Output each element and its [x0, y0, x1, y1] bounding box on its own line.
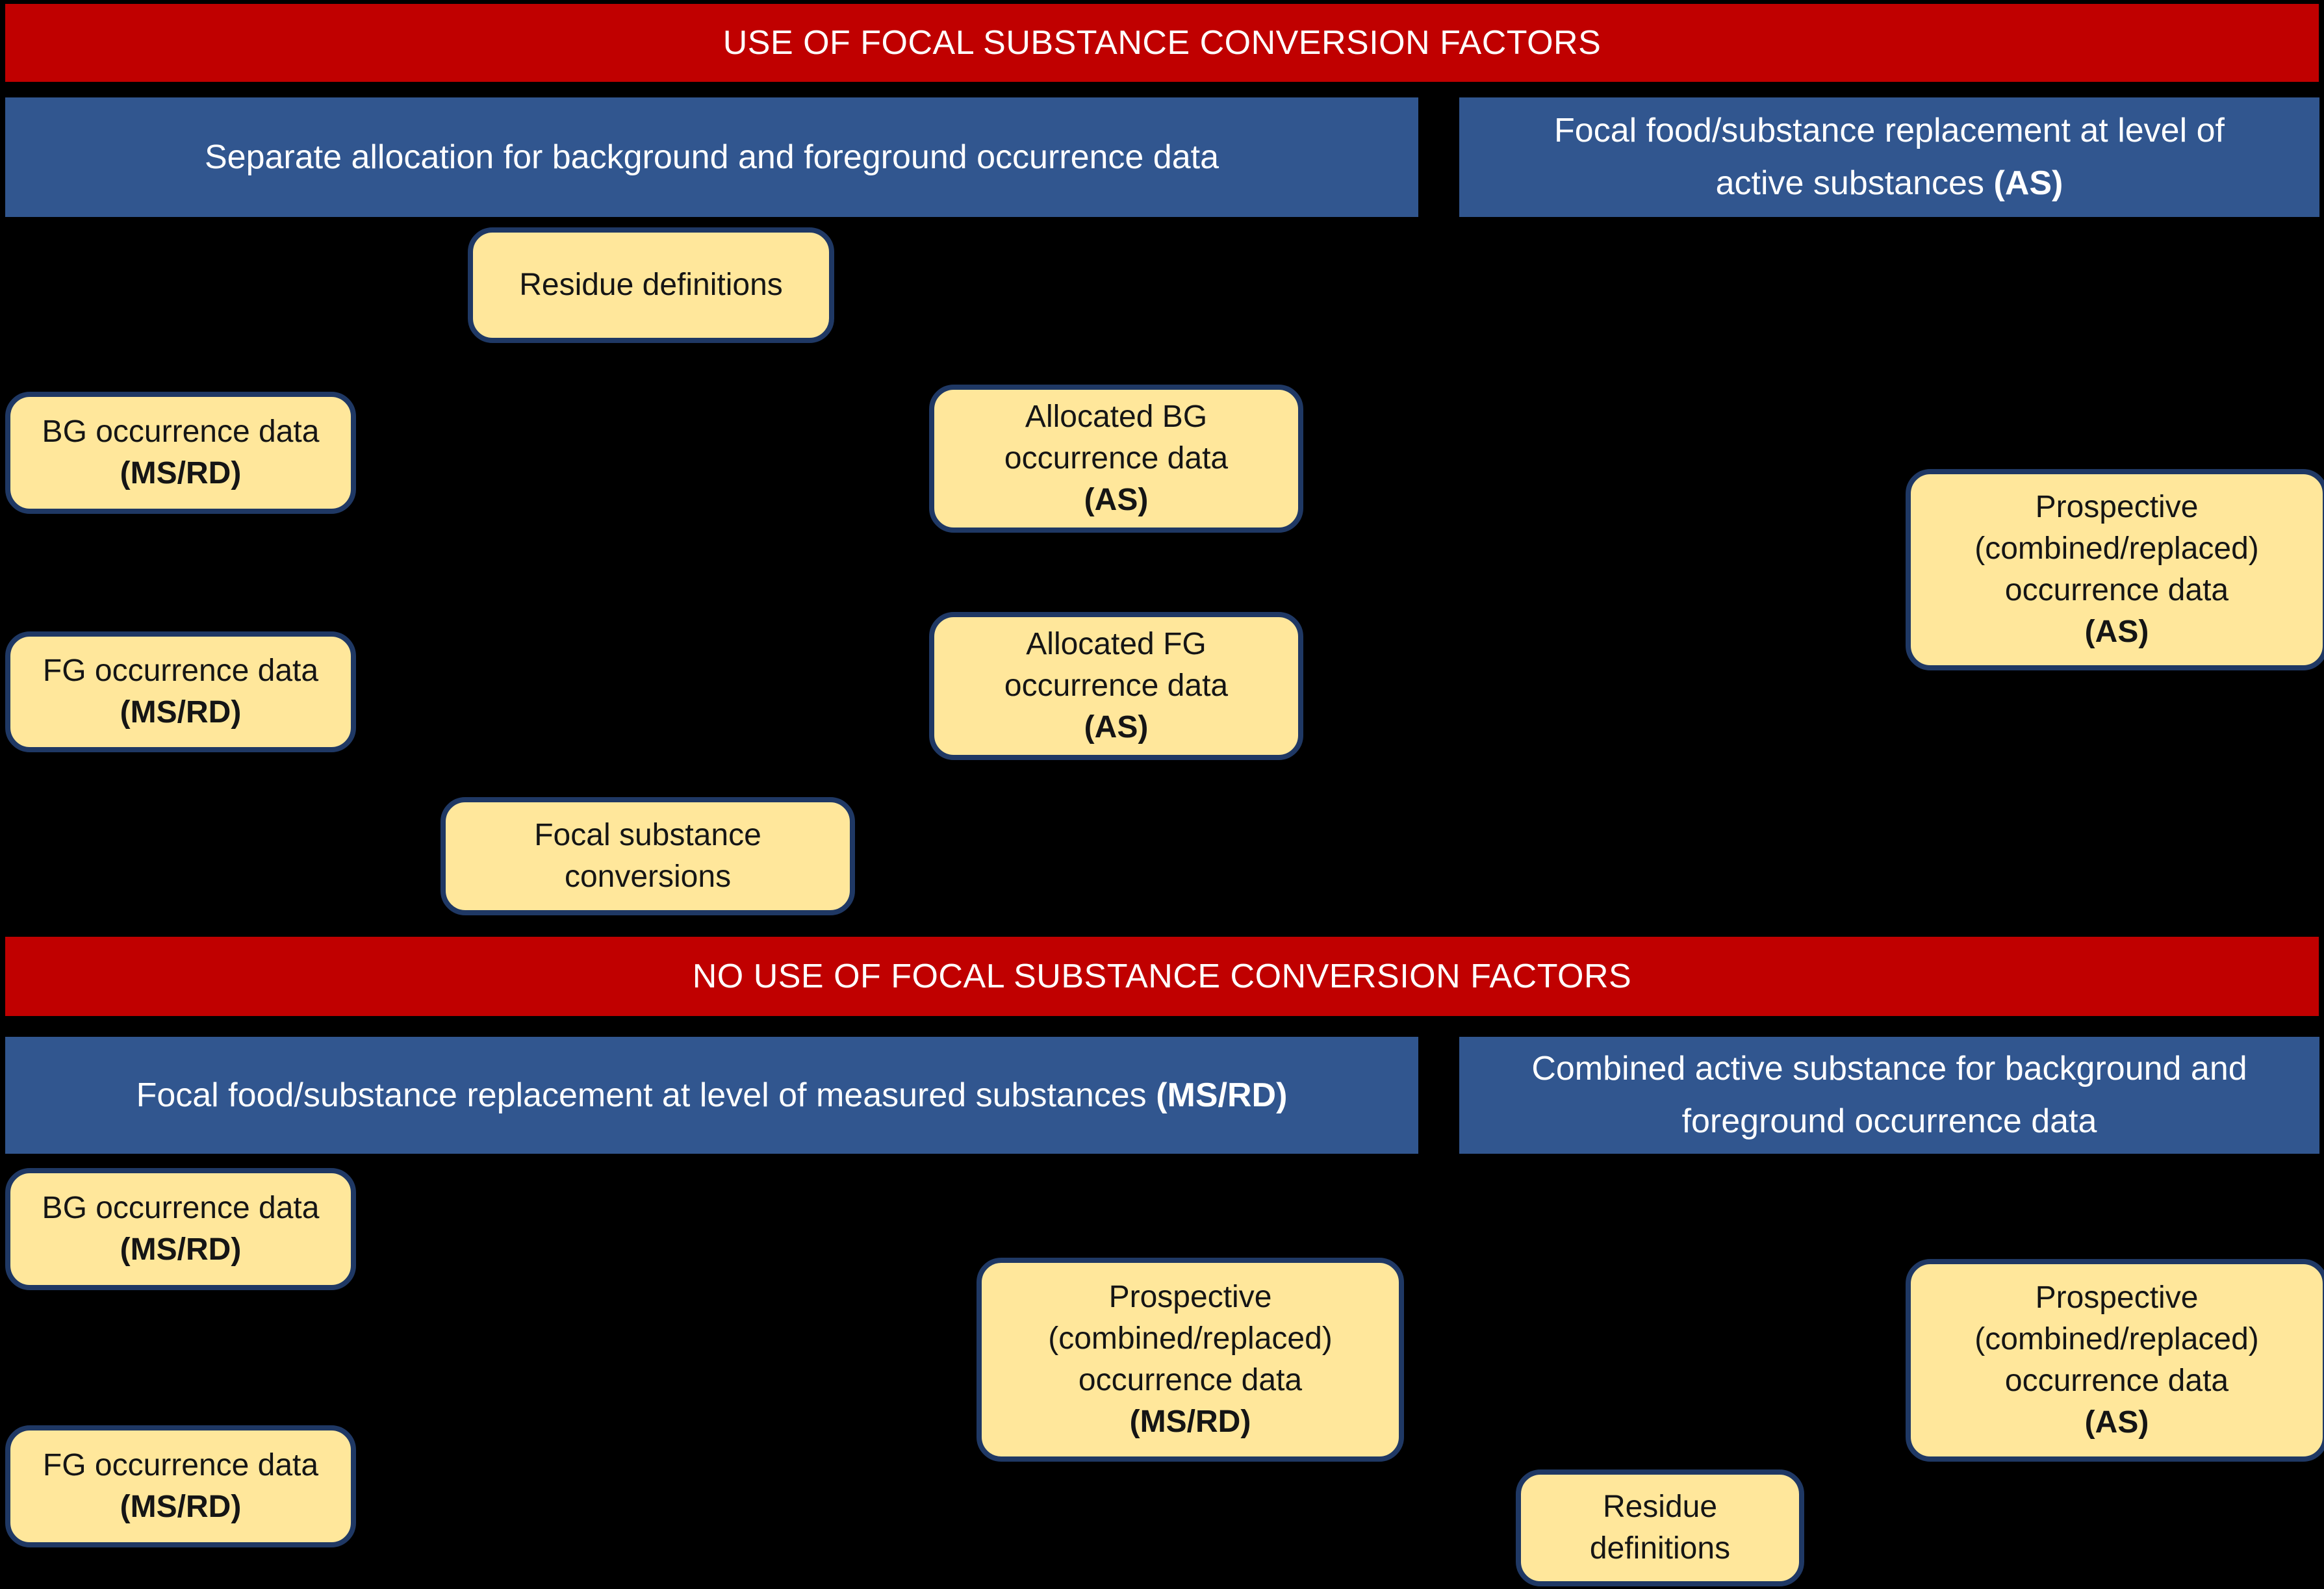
- box-bg-occurrence-bottom-suffix: (MS/RD): [120, 1232, 242, 1267]
- box-allocated-bg-occurrence: [929, 385, 1303, 533]
- banner-no-use-of-factors: [5, 937, 2319, 1016]
- box-prospective-as-bottom-line1: Prospective: [2035, 1280, 2199, 1316]
- box-prospective-as-bottom-line3: occurrence data: [2004, 1364, 2229, 1398]
- box-focal-conversions-line1: Focal substance: [534, 818, 761, 853]
- box-residue-definitions-bottom-line2: definitions: [1589, 1531, 1731, 1566]
- box-fg-occurrence-bottom-suffix: (MS/RD): [120, 1490, 242, 1524]
- box-prospective-msrd-suffix: (MS/RD): [1129, 1404, 1251, 1439]
- box-residue-definitions-top-label: Residue definitions: [519, 268, 783, 303]
- header-combined-line2: foreground occurrence data: [1681, 1102, 2097, 1140]
- box-fg-occurrence-top-label: FG occurrence data: [42, 654, 319, 689]
- header-combined-line1: Combined active substance for background and: [1531, 1050, 2247, 1088]
- banner-use-of-factors: [5, 4, 2319, 82]
- box-prospective-as-bottom-suffix: (AS): [2084, 1405, 2149, 1440]
- box-prospective-as-bottom-line2: (combined/replaced): [1974, 1322, 2259, 1357]
- box-prospective-as-top-suffix: (AS): [2084, 614, 2149, 649]
- box-prospective-as-bottom: [1906, 1259, 2324, 1462]
- box-prospective-as-top-line3: occurrence data: [2004, 573, 2229, 607]
- header-replacement-as-line1: Focal food/substance replacement at level of: [1554, 112, 2225, 150]
- box-allocated-fg-suffix: (AS): [1084, 709, 1149, 744]
- box-prospective-msrd-bottom: [977, 1258, 1404, 1462]
- box-fg-occurrence-top: [5, 631, 356, 752]
- box-focal-conversions-line2: conversions: [564, 859, 732, 894]
- box-bg-occurrence-bottom-label: BG occurrence data: [42, 1191, 320, 1226]
- header-separate-allocation: [5, 97, 1418, 217]
- box-allocated-fg-line2: occurrence data: [1004, 668, 1229, 704]
- header-replacement-msrd-bold: (MS/RD): [1156, 1076, 1288, 1114]
- box-residue-definitions-bottom-line1: Residue: [1602, 1490, 1718, 1525]
- box-focal-substance-conversions: [441, 797, 855, 915]
- box-prospective-as-top: [1906, 469, 2324, 670]
- box-allocated-bg-suffix: (AS): [1084, 482, 1149, 517]
- box-residue-definitions-top: [468, 227, 834, 343]
- box-allocated-bg-line2: occurrence data: [1004, 441, 1229, 476]
- box-allocated-fg-occurrence: [929, 612, 1303, 760]
- box-fg-occurrence-bottom-label: FG occurrence data: [42, 1448, 319, 1483]
- header-combined-active-substance: [1459, 1037, 2319, 1154]
- box-fg-occurrence-bottom: [5, 1425, 356, 1547]
- box-prospective-as-top-line1: Prospective: [2035, 490, 2199, 525]
- box-bg-occurrence-top-suffix: (MS/RD): [120, 456, 242, 490]
- header-replacement-msrd-label: Focal food/substance replacement at level of measured substances: [136, 1076, 1147, 1114]
- banner-no-use-title: NO USE OF FOCAL SUBSTANCE CONVERSION FACTORS: [692, 958, 1632, 995]
- box-residue-definitions-bottom: [1516, 1469, 1804, 1586]
- header-replacement-as-bold: (AS): [1993, 164, 2063, 202]
- header-replacement-active-substances: [1459, 97, 2319, 217]
- box-prospective-as-top-line2: (combined/replaced): [1974, 531, 2259, 566]
- box-allocated-fg-line1: Allocated FG: [1026, 627, 1207, 662]
- box-bg-occurrence-top: [5, 392, 356, 514]
- banner-use-title: USE OF FOCAL SUBSTANCE CONVERSION FACTORS: [722, 24, 1602, 62]
- header-replacement-as-line2: active substances: [1715, 164, 1984, 202]
- header-replacement-measured-substances: [5, 1037, 1418, 1154]
- box-prospective-msrd-line1: Prospective: [1108, 1280, 1272, 1315]
- box-bg-occurrence-bottom: [5, 1168, 356, 1290]
- header-separate-allocation-label: Separate allocation for background and foreground occurrence data: [204, 138, 1219, 176]
- box-fg-occurrence-top-suffix: (MS/RD): [120, 695, 242, 730]
- box-allocated-bg-line1: Allocated BG: [1025, 400, 1208, 435]
- box-prospective-msrd-line3: occurrence data: [1078, 1363, 1303, 1397]
- box-prospective-msrd-line2: (combined/replaced): [1048, 1321, 1333, 1356]
- box-bg-occurrence-top-label: BG occurrence data: [42, 414, 320, 450]
